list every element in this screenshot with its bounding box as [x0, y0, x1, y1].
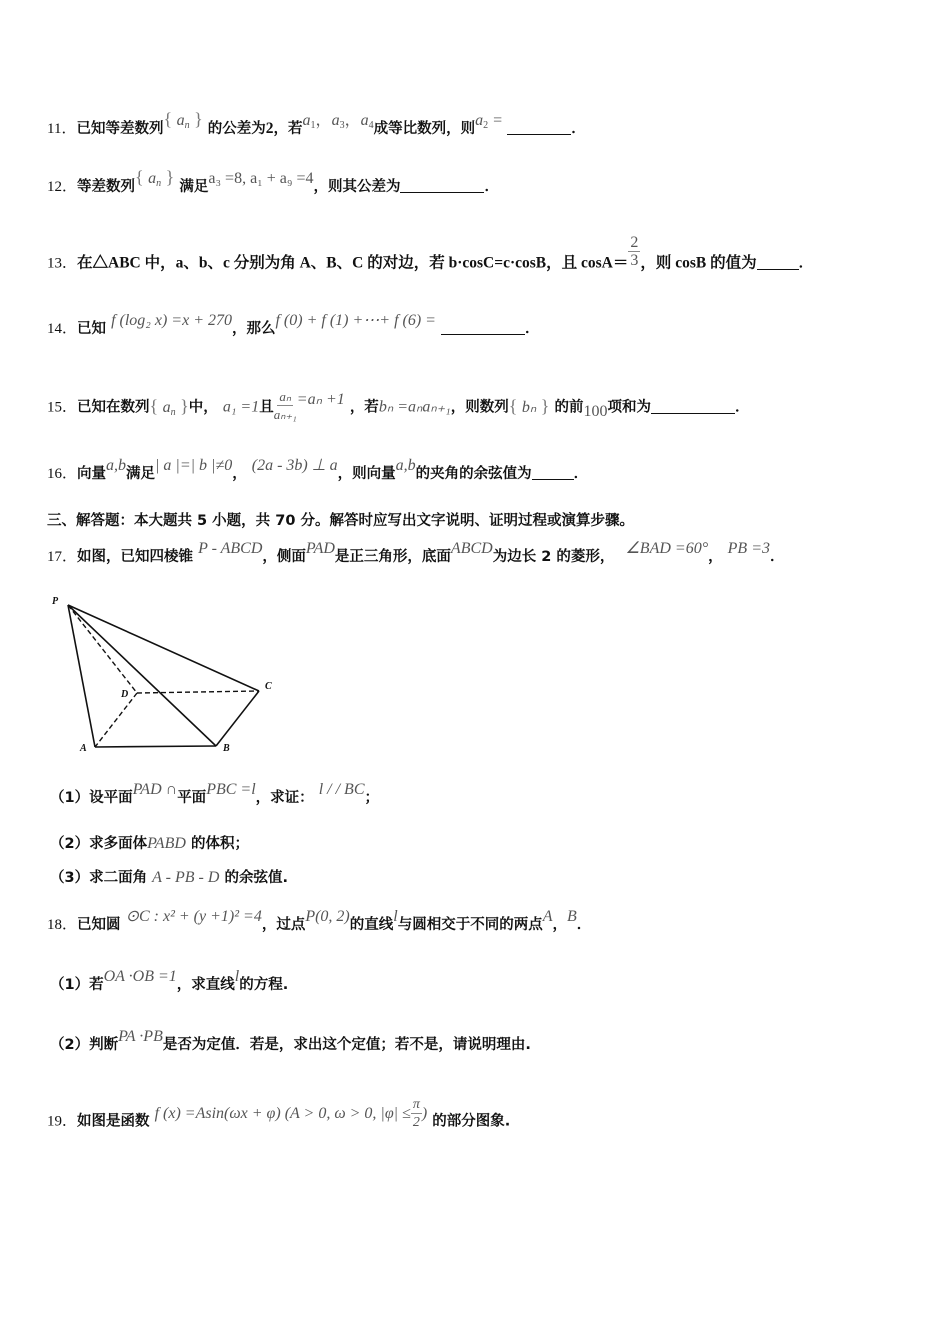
- section-header: 三、解答题：本大题共 5 小题，共 70 分。解答时应写出文字说明、证明过程或演算步骤。: [47, 513, 634, 529]
- fraction-pi-over-two: $\frac{\pi}{2}$: [412, 1097, 420, 1130]
- question-number: 16．: [47, 466, 78, 482]
- sequence-notation: { $a_n$ }: [149, 395, 189, 418]
- question-12: 12．等差数列{ $a_n$ } 满足a₃ =8, a₁ + a₉ =4，则其公差为 ．: [47, 167, 499, 195]
- question-number: 14．: [47, 321, 78, 337]
- question-number: 12．: [47, 179, 78, 195]
- recurrence-fraction: $\frac{\text{aₙ}}{\text{aₙ₊₁}}$: [273, 389, 297, 422]
- answer-blank[interactable]: [757, 255, 799, 270]
- answer-blank[interactable]: [651, 399, 735, 414]
- question-number: 18．: [47, 917, 78, 933]
- circle-equation: ⊙C : x² + (y +1)² =4: [125, 908, 262, 925]
- sequence-notation: { $a_n$ }: [135, 167, 175, 189]
- question-15: 15．已知在数列{ $a_n$ }中， a₁ =1且 $\frac{\text{aₙ}}{\text{aₙ₊₁}}$ =aₙ +1 ，若bₙ =aₙaₙ₊₁，则数列{ bₙ } 的前100项和为 ．: [47, 389, 750, 422]
- function-formula: f (x) =Asin(ωx + φ) (A > 0, ω > 0, |φ| ≤: [154, 1104, 411, 1122]
- answer-blank[interactable]: [532, 465, 574, 480]
- question-17-part-3: （3）求二面角 A - PB - D 的余弦值.: [50, 869, 288, 886]
- vertex-label-p: P: [52, 596, 59, 607]
- pyramid-diagram: [45, 590, 285, 755]
- question-17-part-2: （2）求多面体PABD 的体积；: [50, 835, 249, 852]
- question-17-part-1: （1）设平面PAD ∩平面PBC =l，求证： l / / BC；: [50, 781, 379, 806]
- vertex-label-c: C: [265, 681, 272, 692]
- vertex-label-d: D: [121, 689, 129, 700]
- question-number: 13．: [47, 255, 78, 272]
- question-19: 19．如图是函数 f (x) =Asin(ωx + φ) (A > 0, ω > 0, |φ| ≤ $\frac{\pi}{2}$ ) 的部分图象.: [47, 1097, 511, 1130]
- question-number: 17．: [47, 549, 78, 565]
- function-definition: f (log₂ x) =x + 270: [111, 312, 232, 329]
- answer-blank[interactable]: [400, 178, 484, 193]
- answer-blank[interactable]: [507, 120, 571, 135]
- question-18: 18．已知圆 ⊙C : x² + (y +1)² =4，过点P(0, 2)的直线l与圆相交于不同的两点A，B．: [47, 908, 592, 933]
- question-14: 14．已知 f (log₂ x) =x + 270，那么f (0) + f (1) +⋯+ f (6) = ．: [47, 312, 540, 337]
- geometric-terms: $a_1$，$a_3$，$a_4$: [302, 112, 374, 131]
- vertex-label-b: B: [223, 743, 230, 754]
- question-17: 17．如图，已知四棱锥 P - ABCD，侧面PAD是正三角形，底面ABCD为边长 2 的菱形， ∠BAD =60°， PB =3．: [47, 540, 785, 565]
- question-13: 13．在△ABC 中，a、b、c 分别为角 A、B、C 的对边，若 b·cosC=c·cosB，且 cosA＝ $\frac{2}{3}$ ，则 cosB 的值为 ．: [47, 234, 814, 272]
- question-18-part-1: （1）若OA ·OB =1，求直线l的方程.: [50, 968, 289, 993]
- question-number: 19．: [47, 1113, 78, 1130]
- pyramid-figure: [45, 590, 285, 755]
- condition-formula: a₃ =8, a₁ + a₉ =4: [208, 170, 314, 187]
- fraction-two-thirds: $\frac{2}{3}$: [630, 234, 639, 269]
- vertex-label-a: A: [80, 743, 87, 754]
- question-11: 11．已知等差数列{ $a_n$ } 的公差为2，若$a_1$，$a_3$，$a_4$成等比数列，则$a_2$ = ．: [47, 109, 586, 137]
- answer-blank[interactable]: [441, 320, 525, 335]
- question-number: 15．: [47, 399, 78, 416]
- question-18-part-2: （2）判断PA ·PB是否为定值．若是，求出这个定值；若不是，请说明理由.: [50, 1028, 531, 1053]
- question-number: 11．: [47, 121, 77, 137]
- sum-expression: f (0) + f (1) +⋯+ f (6) =: [275, 312, 436, 329]
- sequence-notation: { $a_n$ }: [163, 109, 203, 131]
- question-16: 16．向量a,b满足| a |=| b |≠0， (2a - 3b) ⊥ a，则向量a,b的夹角的余弦值为 ．: [47, 457, 589, 482]
